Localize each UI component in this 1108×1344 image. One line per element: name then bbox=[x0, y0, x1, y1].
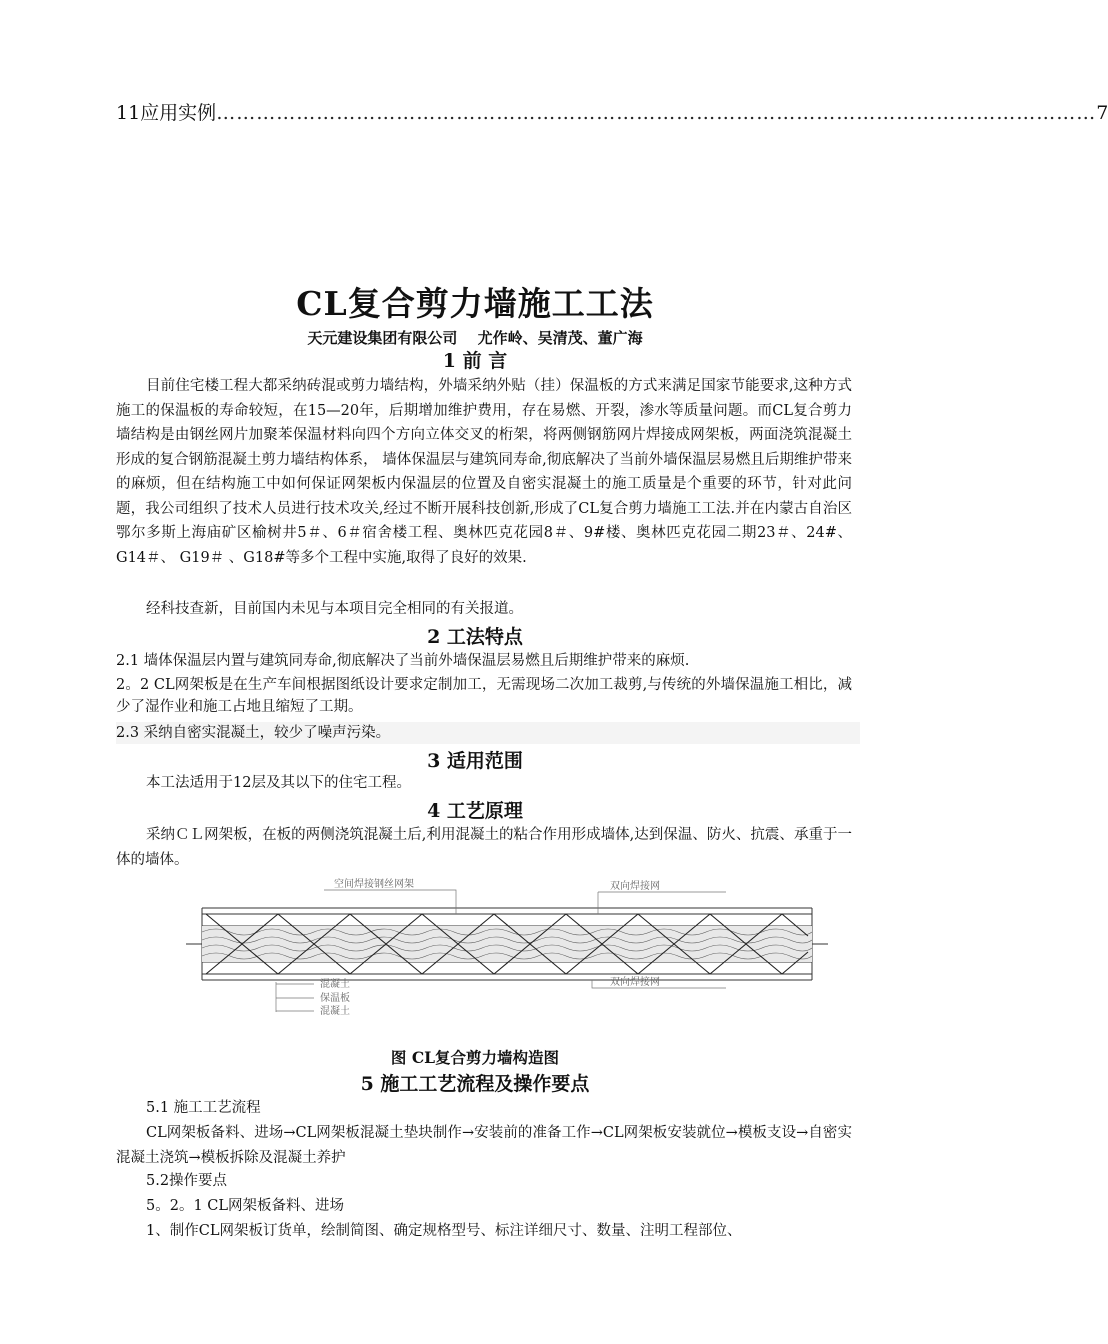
section-2-heading: 2 工法特点 bbox=[427, 626, 523, 648]
toc-entry[interactable] bbox=[116, 98, 1108, 125]
section-2-item-3: 2.3 采纳自密实混凝土，较少了噪声污染。 bbox=[116, 722, 860, 744]
label-concrete-1: 混凝土 bbox=[320, 979, 350, 990]
label-space-welded-mesh: 空间焊接钢丝网架 bbox=[334, 879, 414, 890]
section-3-paragraph: 本工法适用于12层及其以下的住宅工程。 bbox=[146, 775, 411, 791]
section-1-heading: 1 前 言 bbox=[442, 350, 508, 372]
section-2-item-1: 2.1 墙体保温层内置与建筑同寿命,彻底解决了当前外墙保温层易燃且后期维护带来的麻烦. bbox=[116, 653, 690, 669]
section-1-paragraph-1: 目前住宅楼工程大都采纳砖混或剪力墙结构，外墙采纳外贴（挂）保温板的方式来满足国家节能要求,这种方式施工的保温板的寿命较短，在15—20年，后期增加维护费用，存在易燃、开裂，渗水等质量问题。而CL复合剪力墙结构是由钢丝网片加聚苯保温材料向四个方向立体交叉的桁架，将两侧钢筋网片焊接成网架板，两面浇筑混凝土形成的复合钢筋混凝土剪力墙结构体系， 墙体保温层与建筑同寿命,彻底解决了当前外墙保温层易燃且后期维护带来的麻烦，但在结构施工中如何保证网架板内保温层的位置及自密实混凝土的施工质量是个重要的环节，针对此问题，我公司组织了技术人员进行技术攻关,经过不断开展科技创新,形成了CL复合剪力墙施工工法.并在内蒙古自治区鄂尔多斯上海庙矿区榆树井5＃、6＃宿舍楼工程、奥林匹克花园8＃、9#楼、奥林匹克花园二期23＃、24#、G14＃、 G19＃ 、G18#等多个工程中实施,取得了良好的效果. bbox=[116, 378, 852, 566]
toc-page-number: 7 bbox=[1096, 102, 1108, 124]
cl-wall-construction-diagram bbox=[186, 874, 828, 1024]
section-4-heading: 4 工艺原理 bbox=[427, 800, 523, 822]
section-2-item-2: 2。2 CL网架板是在生产车间根据图纸设计要求定制加工，无需现场二次加工裁剪,与传统的外墙保温施工相比，减少了湿作业和施工占地且缩短了工期。 bbox=[116, 677, 852, 715]
section-3-heading: 3 适用范围 bbox=[427, 750, 523, 772]
section-5-1-flow: CL网架板备料、进场→CL网架板混凝土垫块制作→安装前的准备工作→CL网架板安装就位→模板支设→自密实混凝土浇筑→模板拆除及混凝土养护 bbox=[116, 1125, 852, 1166]
label-double-welded-mesh-bottom: 双向焊接网 bbox=[610, 977, 660, 988]
label-concrete-2: 混凝土 bbox=[320, 1006, 350, 1017]
section-4-paragraph: 采纳ＣＬ网架板，在板的两侧浇筑混凝土后,利用混凝土的粘合作用形成墙体,达到保温、防火、抗震、承重于一体的墙体。 bbox=[116, 827, 852, 868]
section-5-2-heading: 5.2操作要点 bbox=[146, 1173, 228, 1189]
toc-label: 11应用实例 bbox=[116, 102, 217, 124]
document-title: CL复合剪力墙施工工法 bbox=[296, 284, 654, 323]
section-5-2-1-item-1: 1、制作CL网架板订货单，绘制简图、确定规格型号、标注详细尺寸、数量、注明工程部位、 bbox=[146, 1223, 742, 1239]
toc-leader-dots: …………………………………………………………………………………………………………………… bbox=[216, 102, 1097, 124]
section-5-1-heading: 5.1 施工工艺流程 bbox=[146, 1100, 261, 1116]
label-insulation-board: 保温板 bbox=[320, 993, 350, 1004]
section-1-paragraph-2: 经科技查新，目前国内未见与本项目完全相同的有关报道。 bbox=[146, 601, 523, 617]
figure-caption: 图 CL复合剪力墙构造图 bbox=[390, 1048, 560, 1067]
section-5-2-1-heading: 5。2。1 CL网架板备料、进场 bbox=[146, 1198, 345, 1214]
document-authors: 天元建设集团有限公司 尤作岭、吴清茂、董广海 bbox=[307, 329, 643, 347]
label-double-welded-mesh-top: 双向焊接网 bbox=[610, 881, 660, 892]
section-5-heading: 5 施工工艺流程及操作要点 bbox=[360, 1073, 590, 1095]
